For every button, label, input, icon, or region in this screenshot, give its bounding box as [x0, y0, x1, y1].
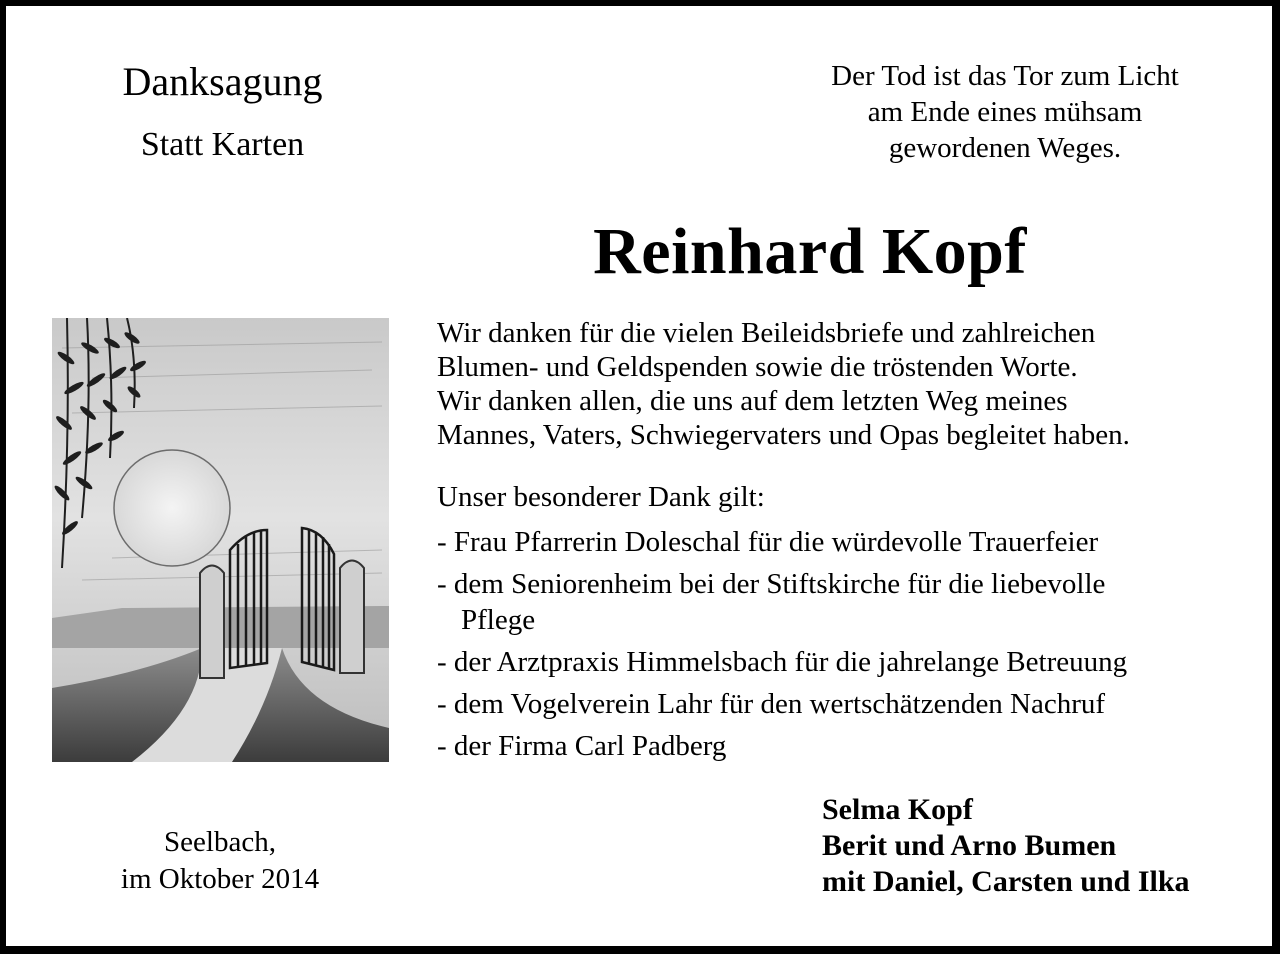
special-thanks-item: - der Firma Carl Padberg [437, 730, 727, 762]
moon-shape [114, 450, 230, 566]
special-thanks-item-continuation: Pflege [461, 604, 536, 636]
special-thanks-intro: Unser besonderer Dank gilt: [437, 481, 765, 513]
special-thanks [437, 476, 1257, 764]
special-thanks-item: - der Arztpraxis Himmelsbach für die jahrelange Betreuung [437, 646, 1128, 678]
place-date [60, 824, 380, 898]
notice-title: Danksagung [122, 59, 323, 104]
thanks-line: Wir danken für die vielen Beileidsbriefe und zahlreichen [437, 317, 1096, 349]
motto-line: Der Tod ist das Tor zum Licht [831, 60, 1179, 92]
deceased-name: Reinhard Kopf [593, 215, 1027, 288]
special-thanks-item: - Frau Pfarrerin Doleschal für die würdevolle Trauerfeier [437, 526, 1099, 558]
thanks-line: Mannes, Vaters, Schwiegervaters und Opas begleitet haben. [437, 419, 1130, 451]
date-line: im Oktober 2014 [120, 863, 320, 895]
signer-line: mit Daniel, Carsten und Ilka [822, 865, 1190, 898]
moon-gate-path-illustration [52, 318, 389, 762]
signer-line: Selma Kopf [822, 793, 973, 826]
motto-line: gewordenen Weges. [888, 132, 1122, 164]
motto-line: am Ende eines mühsam [867, 96, 1143, 128]
notice-subtitle: Statt Karten [140, 126, 305, 163]
signer-line: Berit und Arno Bumen [822, 829, 1117, 862]
thanks-line: Blumen- und Geldspenden sowie die tröstenden Worte. [437, 351, 1078, 383]
motto-quote [760, 58, 1250, 166]
special-thanks-item: - dem Seniorenheim bei der Stiftskirche für die liebevolle [437, 568, 1106, 600]
illustration-svg [52, 318, 389, 762]
place-line: Seelbach, [164, 826, 276, 858]
gate-pillar-right [340, 561, 364, 674]
thanks-line: Wir danken allen, die uns auf dem letzten Weg meines [437, 385, 1068, 417]
thanks-paragraph [437, 316, 1257, 452]
gate-pillar-left [200, 566, 224, 679]
special-thanks-item: - dem Vogelverein Lahr für den wertschätzenden Nachruf [437, 688, 1106, 720]
signers [822, 792, 1262, 900]
